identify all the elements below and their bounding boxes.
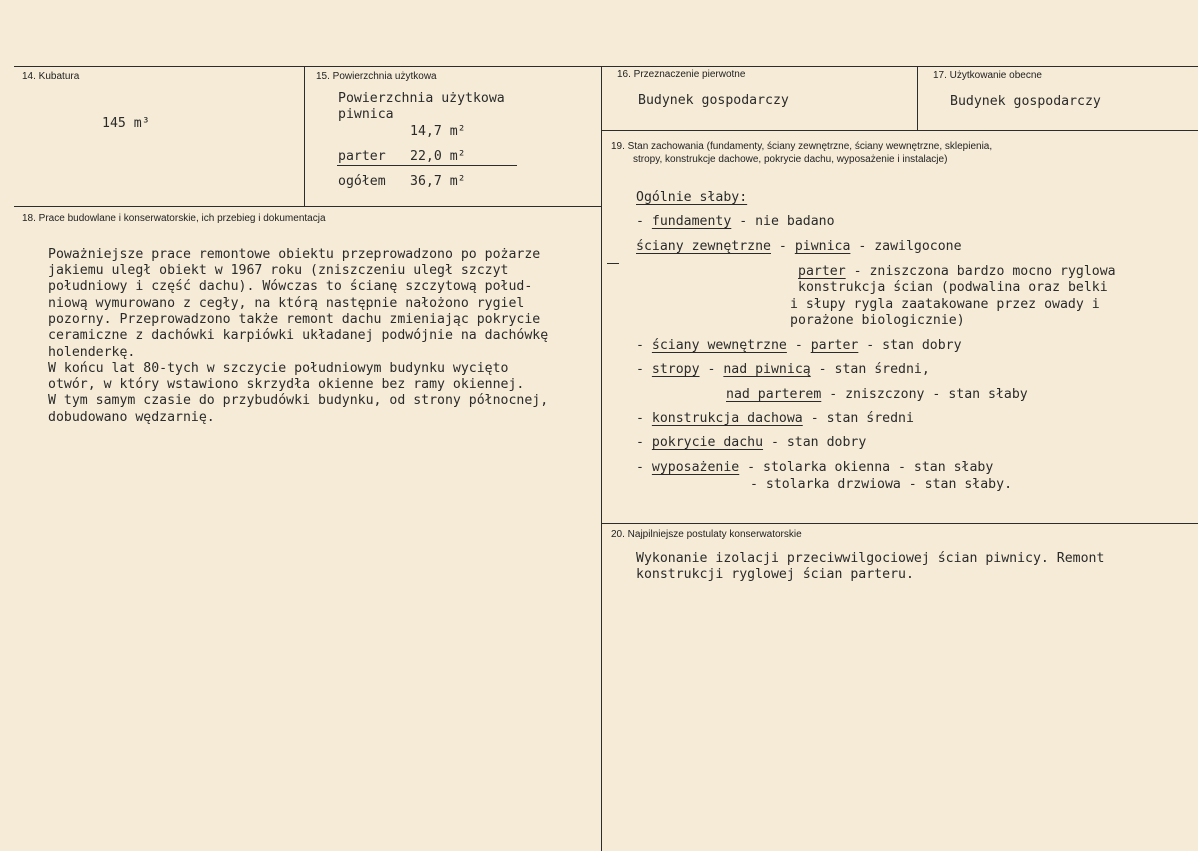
condition-roof-covering: - pokrycie dachu - stan dobry — [636, 435, 867, 450]
rule-16-17-bottom — [601, 130, 1198, 131]
condition-text-line: porażone biologicznie) — [790, 313, 965, 328]
divider-16-17 — [917, 66, 918, 130]
divider-main — [601, 66, 602, 851]
section-19-label-line2: stropy, konstrukcje dachowe, pokrycie dachu, wyposażenie i instalacje) — [633, 154, 948, 165]
condition-general: Ogólnie słaby: — [636, 190, 748, 205]
rule-14-15-bottom — [14, 206, 602, 207]
usable-area-ground-value: 22,0 m² — [410, 149, 466, 164]
condition-roof-structure: - konstrukcja dachowa - stan średni — [636, 411, 914, 426]
section-18-label: 18. Prace budowlane i konserwatorskie, ich przebieg i dokumentacja — [22, 213, 326, 224]
top-rule — [14, 66, 1198, 67]
condition-text-line: i słupy rygla zaatakowane przez owady i — [790, 297, 1100, 312]
works-line: jakiemu uległ obiekt w 1967 roku (zniszczeniu uległ szczyt — [48, 263, 509, 278]
usable-area-heading: Powierzchnia użytkowa — [338, 91, 505, 106]
works-line: Poważniejsze prace remontowe obiektu przeprowadzono po pożarze — [48, 247, 541, 262]
works-line: dobudowano wędzarnię. — [48, 410, 215, 425]
section-15-label: 15. Powierzchnia użytkowa — [316, 71, 437, 82]
condition-text-line: konstrukcja ścian (podwalina oraz belki — [798, 280, 1108, 295]
works-line: pozorny. Przeprowadzono także remont dachu zmieniając pokrycie — [48, 312, 541, 327]
original-use-value: Budynek gospodarczy — [638, 93, 789, 108]
works-line: W tym samym czasie do przybudówki budynku, od strony północnej, — [48, 393, 549, 408]
condition-equipment: - wyposażenie - stolarka okienna - stan słaby — [636, 460, 994, 475]
usable-area-total-label: ogółem — [338, 174, 386, 189]
section-19-label-line1: 19. Stan zachowania (fundamenty, ściany zewnętrzne, ściany wewnętrzne, sklepienia, — [611, 141, 993, 152]
works-line: otwór, w który wstawiono skrzydła okienne bez ramy okiennej. — [48, 377, 525, 392]
condition-equipment-doors: - stolarka drzwiowa - stan słaby. — [750, 477, 1013, 492]
current-use-value: Budynek gospodarczy — [950, 94, 1101, 109]
margin-tick — [607, 263, 619, 264]
condition-ceilings-ground: nad parterem - zniszczony - stan słaby — [726, 387, 1028, 402]
section-14-label: 14. Kubatura — [22, 71, 80, 82]
section-20-label: 20. Najpilniejsze postulaty konserwatorskie — [611, 529, 802, 540]
works-line: ceramiczne z dachówki karpiówki układanej podwójnie na dachówkę — [48, 328, 549, 343]
works-line: W końcu lat 80-tych w szczycie południowym budynku wycięto — [48, 361, 509, 376]
works-line: niową wymurowano z cegły, na którą następnie nałożono rygiel — [48, 296, 525, 311]
postulates-line: konstrukcji ryglowej ścian parteru. — [636, 567, 914, 582]
works-line: holenderkę. — [48, 345, 136, 360]
postulates-line: Wykonanie izolacji przeciwwilgociowej ścian piwnicy. Remont — [636, 551, 1105, 566]
section-16-label: 16. Przeznaczenie pierwotne — [617, 69, 746, 80]
section-17-label: 17. Użytkowanie obecne — [933, 70, 1042, 81]
usable-area-basement-label: piwnica — [338, 107, 394, 122]
divider-14-15 — [304, 66, 305, 206]
usable-area-sum-rule — [337, 165, 517, 166]
condition-external-walls-ground: parter - zniszczona bardzo mocno ryglowa — [798, 264, 1116, 279]
usable-area-ground-label: parter — [338, 149, 386, 164]
condition-foundations: - fundamenty - nie badano — [636, 214, 835, 229]
condition-internal-walls: - ściany wewnętrzne - parter - stan dobry — [636, 338, 962, 353]
rule-19-bottom — [601, 523, 1198, 524]
condition-ceilings: - stropy - nad piwnicą - stan średni, — [636, 362, 930, 377]
condition-external-walls: ściany zewnętrzne - piwnica - zawilgocone — [636, 239, 962, 254]
cubature-value: 145 m³ — [102, 116, 150, 131]
usable-area-total-value: 36,7 m² — [410, 174, 466, 189]
works-line: południowy i część dachu). Wówczas to ścianę szczytową połud- — [48, 279, 533, 294]
usable-area-basement-value: 14,7 m² — [410, 124, 466, 139]
